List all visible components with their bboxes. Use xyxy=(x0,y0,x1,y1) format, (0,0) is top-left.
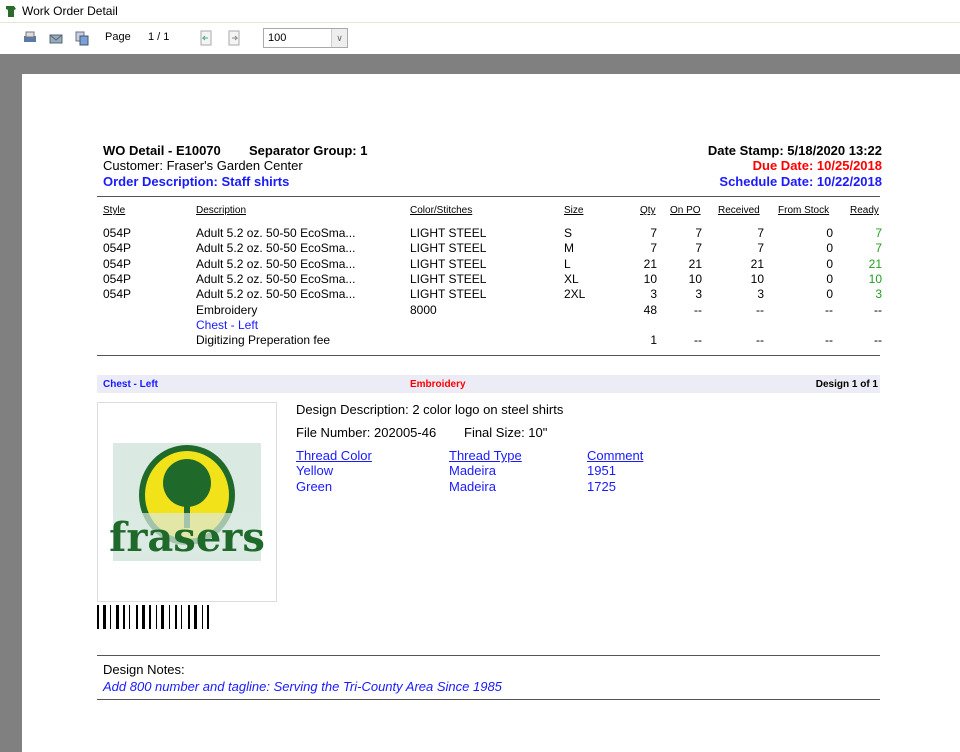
email-icon[interactable] xyxy=(48,30,64,46)
order-description: Order Description: Staff shirts xyxy=(103,174,290,189)
thread-header: Comment xyxy=(587,448,644,463)
divider xyxy=(97,655,880,656)
table-cell: Embroidery xyxy=(196,302,258,317)
table-cell: LIGHT STEEL xyxy=(410,271,487,286)
thread-cell: 1725 xyxy=(587,478,616,494)
toolbar xyxy=(0,22,960,53)
table-cell: 054P xyxy=(103,287,132,302)
table-cell: XL xyxy=(564,271,579,286)
file-number: File Number: 202005-46 xyxy=(296,425,437,440)
table-cell: 0 xyxy=(826,271,833,286)
table-cell: 10 xyxy=(750,271,764,286)
table-cell: 21 xyxy=(750,256,764,271)
table-cell: 2XL xyxy=(564,287,586,302)
table-cell: 7 xyxy=(875,241,882,256)
table-cell: 1 xyxy=(650,333,657,348)
divider xyxy=(97,355,880,356)
table-cell: Adult 5.2 oz. 50-50 EcoSma... xyxy=(196,271,356,286)
table-cell: 3 xyxy=(757,287,764,302)
table-cell: 21 xyxy=(868,256,882,271)
date-stamp: Date Stamp: 5/18/2020 13:22 xyxy=(707,143,882,158)
table-cell: 10 xyxy=(643,271,657,286)
design-count: Design 1 of 1 xyxy=(815,379,878,390)
table-cell: 7 xyxy=(875,226,882,240)
column-header: Size xyxy=(564,205,584,216)
divider xyxy=(97,196,880,197)
table-cell: LIGHT STEEL xyxy=(410,287,487,302)
table-cell: -- xyxy=(874,302,882,317)
zoom-select[interactable] xyxy=(263,28,348,48)
table-cell: S xyxy=(564,226,573,240)
next-page-icon[interactable] xyxy=(226,30,242,46)
thread-cell: 1951 xyxy=(587,463,616,478)
table-cell: Chest - Left xyxy=(196,317,259,332)
table-cell: LIGHT STEEL xyxy=(410,226,487,240)
design-notes-text: Add 800 number and tagline: Serving the Tri-County Area Since 1985 xyxy=(103,679,502,694)
table-cell: LIGHT STEEL xyxy=(410,241,487,256)
thread-cell: Green xyxy=(296,478,333,494)
table-cell: Adult 5.2 oz. 50-50 EcoSma... xyxy=(196,287,356,302)
table-cell: 10 xyxy=(868,271,882,286)
table-cell: Digitizing Preperation fee xyxy=(196,333,331,348)
table-cell: 7 xyxy=(695,226,702,240)
design-description: Design Description: 2 color logo on steel shirts xyxy=(296,402,564,417)
window-title: Work Order Detail xyxy=(22,4,118,18)
print-icon[interactable] xyxy=(22,30,38,46)
table-cell: 054P xyxy=(103,241,132,256)
table-cell: 054P xyxy=(103,271,132,286)
frasers-logo xyxy=(98,403,276,601)
design-image xyxy=(97,402,277,602)
svg-text:frasers: frasers xyxy=(109,514,265,561)
thread-cell: Yellow xyxy=(296,463,334,478)
table-cell: Adult 5.2 oz. 50-50 EcoSma... xyxy=(196,256,356,271)
table-cell: -- xyxy=(825,333,833,348)
column-header: Qty xyxy=(640,205,656,216)
table-cell: 0 xyxy=(826,226,833,240)
table-cell: 7 xyxy=(650,226,657,240)
column-header: Color/Stitches xyxy=(410,205,473,216)
table-cell: 3 xyxy=(650,287,657,302)
design-type: Embroidery xyxy=(410,379,466,390)
table-cell: 3 xyxy=(875,287,882,302)
table-cell: 48 xyxy=(643,302,657,317)
design-notes-label: Design Notes: xyxy=(103,662,185,677)
table-cell: -- xyxy=(694,333,702,348)
table-cell: -- xyxy=(694,302,702,317)
column-header: Description xyxy=(196,205,247,216)
separator-group: Separator Group: 1 xyxy=(249,143,368,158)
thread-header: Thread Type xyxy=(449,448,522,463)
column-header: On PO xyxy=(670,205,701,216)
table-cell: -- xyxy=(756,302,764,317)
final-size: Final Size: 10" xyxy=(464,425,548,440)
customer: Customer: Fraser's Garden Center xyxy=(103,158,303,173)
table-cell: 21 xyxy=(688,256,702,271)
barcode xyxy=(97,605,275,629)
design-band xyxy=(97,375,880,393)
zoom-value: 100 xyxy=(268,32,287,44)
previous-page-icon[interactable] xyxy=(198,30,214,46)
page-indicator: 1 / 1 xyxy=(148,31,170,43)
table-cell: 10 xyxy=(688,271,702,286)
table-cell: 0 xyxy=(826,256,833,271)
table-cell: 054P xyxy=(103,256,132,271)
table-cell: 0 xyxy=(826,287,833,302)
table-cell: 21 xyxy=(643,256,657,271)
table-cell: -- xyxy=(874,333,882,348)
table-cell: -- xyxy=(825,302,833,317)
page-label: Page xyxy=(105,31,131,43)
title-bar xyxy=(0,0,960,22)
wo-title: WO Detail - E10070 xyxy=(103,143,221,158)
divider xyxy=(97,699,880,700)
table-cell: 7 xyxy=(757,241,764,256)
chevron-down-icon[interactable]: ∨ xyxy=(331,29,347,47)
table-cell: 0 xyxy=(826,241,833,256)
table-cell: L xyxy=(564,256,571,271)
column-header: Ready xyxy=(850,205,879,216)
thread-cell: Madeira xyxy=(449,463,496,478)
column-header: Received xyxy=(718,205,760,216)
thread-header: Thread Color xyxy=(296,448,372,463)
design-location: Chest - Left xyxy=(103,379,158,390)
table-cell: LIGHT STEEL xyxy=(410,256,487,271)
table-cell: 3 xyxy=(695,287,702,302)
table-cell: 054P xyxy=(103,226,132,240)
copy-icon[interactable] xyxy=(74,30,90,46)
column-header: Style xyxy=(103,205,126,216)
thread-cell: Madeira xyxy=(449,478,496,494)
app-icon xyxy=(4,4,18,18)
table-cell: M xyxy=(564,241,574,256)
table-cell: -- xyxy=(756,333,764,348)
table-cell: 8000 xyxy=(410,302,437,317)
due-date: Due Date: 10/25/2018 xyxy=(752,158,882,173)
table-cell: 7 xyxy=(650,241,657,256)
table-cell: 7 xyxy=(695,241,702,256)
table-cell: 7 xyxy=(757,226,764,240)
schedule-date: Schedule Date: 10/22/2018 xyxy=(719,174,882,189)
table-cell: Adult 5.2 oz. 50-50 EcoSma... xyxy=(196,226,356,240)
column-header: From Stock xyxy=(778,205,830,216)
table-cell: Adult 5.2 oz. 50-50 EcoSma... xyxy=(196,241,356,256)
